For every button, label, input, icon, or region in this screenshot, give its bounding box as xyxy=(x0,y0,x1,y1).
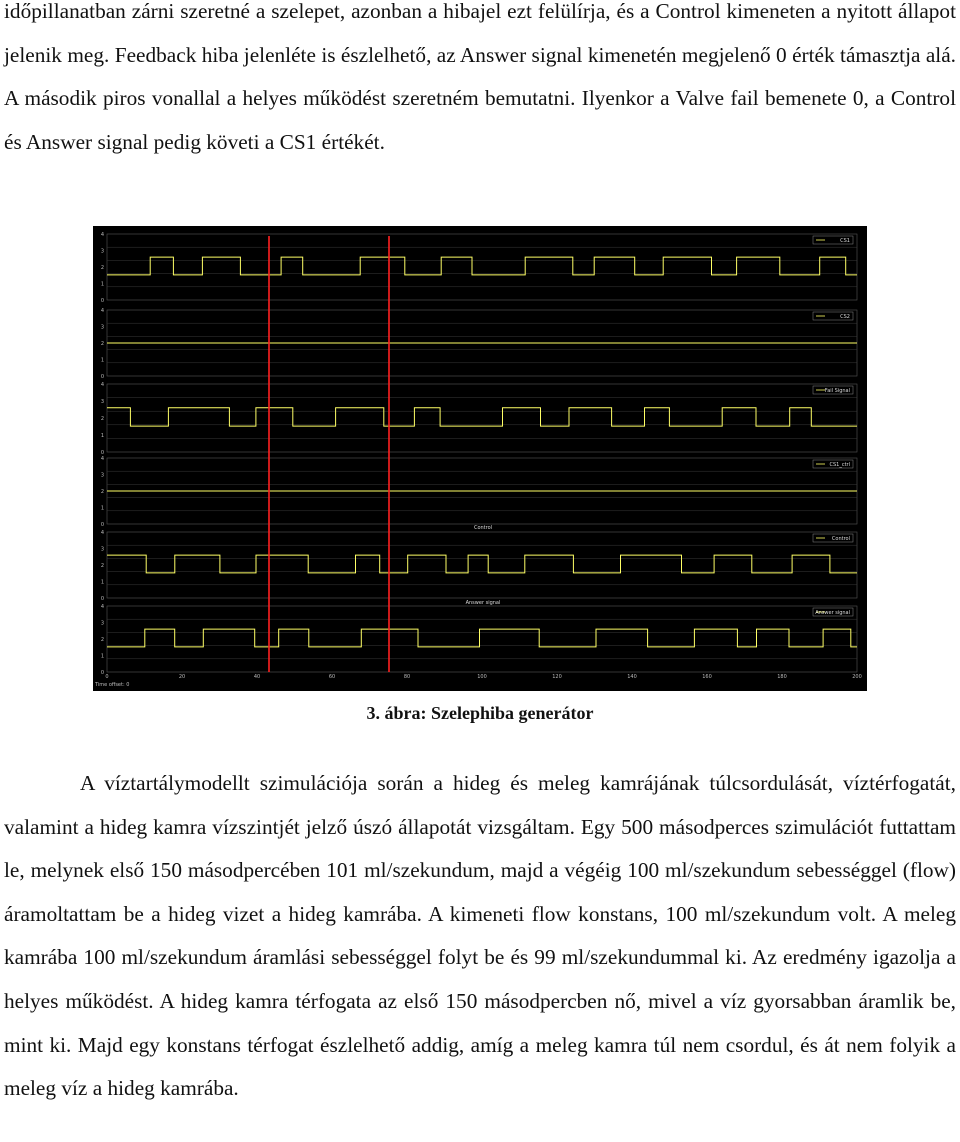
scope-figure xyxy=(93,226,867,691)
legend-label: Control xyxy=(831,536,850,542)
y-tick-label: 2 xyxy=(100,416,104,422)
y-tick-label: 4 xyxy=(100,604,104,610)
paragraph-bottom xyxy=(4,762,956,1111)
y-tick-label: 1 xyxy=(100,579,104,586)
y-tick-label: 0 xyxy=(100,670,104,676)
x-tick-label: 0 xyxy=(105,674,109,680)
signal-trace xyxy=(107,629,857,647)
x-tick-label: 40 xyxy=(253,674,261,680)
panel-frame xyxy=(107,384,857,452)
y-tick-label: 1 xyxy=(100,357,104,364)
signal-trace xyxy=(107,408,857,426)
panel-frame xyxy=(107,234,857,300)
y-tick-label: 4 xyxy=(100,308,104,314)
y-tick-label: 1 xyxy=(100,433,104,439)
y-tick-label: 4 xyxy=(100,456,104,462)
y-tick-label: 2 xyxy=(100,489,104,495)
y-tick-label: 3 xyxy=(100,472,104,479)
paragraph-top-text: időpillanatban zárni szeretné a szelepet, azonban a hibajel ezt felülírja, és a Control kimeneten a nyitott állapot jelenik meg. Feedback hiba jelenléte is észlelhető, az Answer signal kimenetén megjelenő 0 érték támasztja alá. A második piros vonallal a helyes működést szeretném bemutatni. Ilyenkor a Valve fail bemenete 0, a Control és Answer signal pedig követi a CS1 értékét. xyxy=(4,0,956,154)
y-tick-label: 1 xyxy=(100,505,104,512)
time-offset-label: Time offset: 0 xyxy=(95,682,130,688)
y-tick-label: 4 xyxy=(100,232,104,238)
x-tick-label: 180 xyxy=(777,674,787,680)
x-tick-label: 160 xyxy=(702,674,712,680)
y-tick-label: 3 xyxy=(100,399,104,405)
y-tick-label: 2 xyxy=(100,563,104,569)
y-tick-label: 4 xyxy=(100,530,104,536)
panel-frame xyxy=(107,606,857,672)
scope-plot xyxy=(93,226,867,691)
x-tick-label: 140 xyxy=(627,674,637,680)
x-tick-label: 80 xyxy=(403,674,411,680)
legend-label: CS1_ctrl xyxy=(829,462,850,468)
x-tick-label: 20 xyxy=(178,674,186,680)
legend-label: Fail Signal xyxy=(824,388,850,394)
y-tick-label: 0 xyxy=(100,450,104,456)
y-tick-label: 0 xyxy=(100,298,104,304)
y-tick-label: 0 xyxy=(100,522,104,528)
x-tick-label: 100 xyxy=(477,674,487,680)
y-tick-label: 1 xyxy=(100,653,104,660)
paragraph-bottom-text: A víztartálymodellt szimulációja során a hideg és meleg kamrájának túlcsordulását, víztérfogatát, valamint a hideg kamra vízszintjét jelző úszó állapotát vizsgáltam. Egy 500 másodperces szimulációt futtattam le, melynek első 150 másodpercében 101 ml/szekundum, majd a végéig 100 ml/szekundum sebességgel (flow) áramoltattam be a hideg vizet a hideg kamrába. A kimeneti flow konstans, 100 ml/szekundum volt. A meleg kamrába 100 ml/szekundum áramlási sebességgel folyt be és 99 ml/szekundummal ki. Az eredmény igazolja a helyes működést. A hideg kamra térfogata az első 150 másodpercben nő, mivel a víz gyorsabban áramlik be, mint ki. Majd egy konstans térfogat észlelhető addig, amíg a meleg kamra túl nem csordul, és át nem folyik a meleg víz a hideg kamrába. xyxy=(4,771,956,1101)
legend-label: Answer signal xyxy=(815,610,850,616)
y-tick-label: 3 xyxy=(100,620,104,627)
legend-label: CS1 xyxy=(840,238,850,244)
paragraph-top xyxy=(4,0,956,164)
legend-label: CS2 xyxy=(840,314,850,320)
panel-title-control: Control xyxy=(473,525,493,531)
x-tick-label: 60 xyxy=(328,674,336,680)
y-tick-label: 3 xyxy=(100,248,104,255)
y-tick-label: 0 xyxy=(100,596,104,602)
signal-trace xyxy=(107,555,857,573)
y-tick-label: 1 xyxy=(100,281,104,288)
x-tick-label: 200 xyxy=(852,674,862,680)
y-tick-label: 0 xyxy=(100,374,104,380)
y-tick-label: 3 xyxy=(100,546,104,553)
panel-title-answer-signal: Answer signal xyxy=(465,600,501,606)
y-tick-label: 3 xyxy=(100,324,104,331)
y-tick-label: 2 xyxy=(100,637,104,643)
signal-trace xyxy=(107,257,857,275)
y-tick-label: 2 xyxy=(100,341,104,347)
figure-caption: 3. ábra: Szelephiba generátor xyxy=(366,703,594,723)
x-tick-label: 120 xyxy=(552,674,562,680)
y-tick-label: 4 xyxy=(100,382,104,388)
y-tick-label: 2 xyxy=(100,265,104,271)
